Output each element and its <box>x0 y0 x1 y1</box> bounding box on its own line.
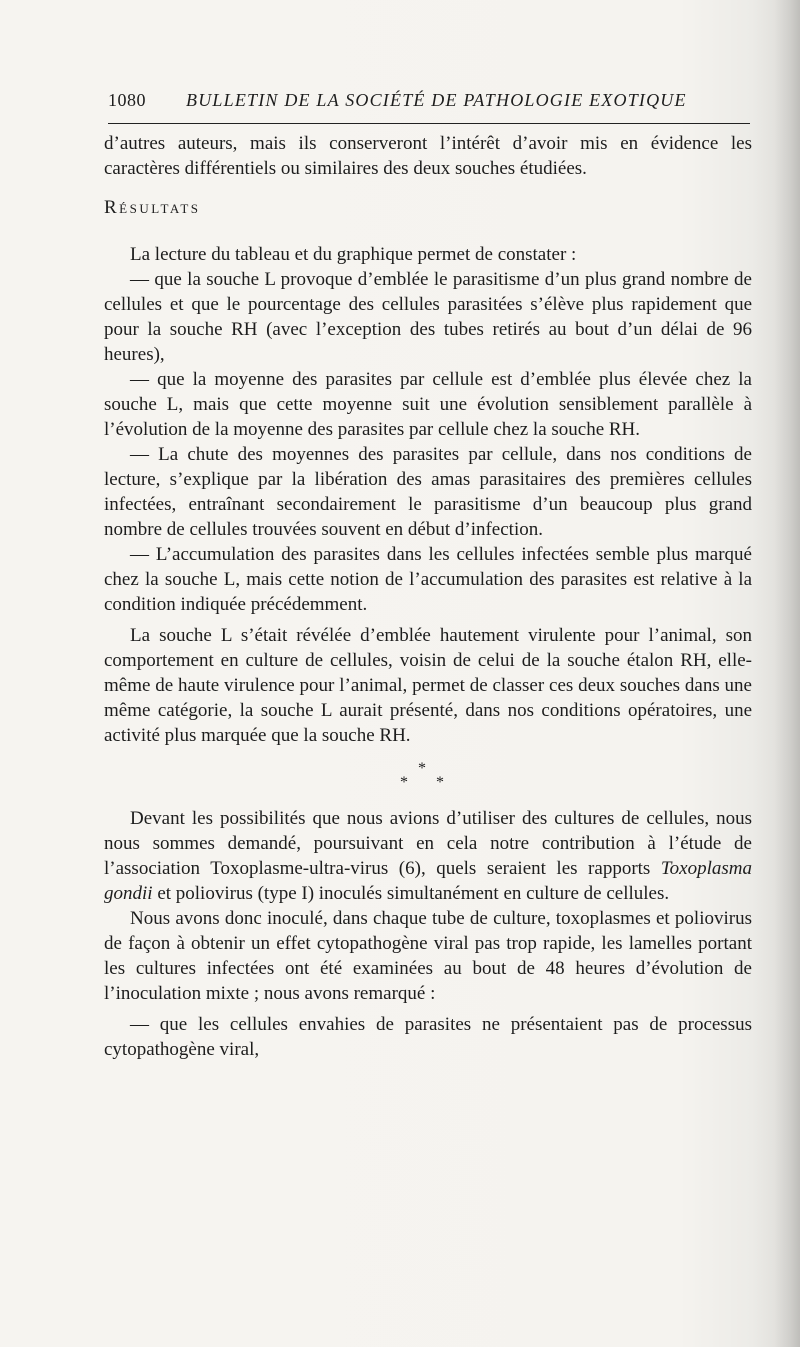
asterism-bottom: * * <box>400 774 456 791</box>
article-body <box>104 131 752 1062</box>
page-edge-shadow <box>774 0 800 1347</box>
result-item-3: — La chute des moyennes des parasites par cellule, dans nos conditions de lecture, s’explique par la libération des amas parasitaires des premières cellules infectées, entraînant secondairement le parasitisme d’un beaucoup plus grand nombre de cellules trouvées souvent en début d’infection. <box>104 444 752 540</box>
paragraph-cellules: — que les cellules envahies de parasites ne présentaient pas de processus cytopathogène viral, <box>104 1014 752 1060</box>
species-name-italic: Toxoplasma gondii <box>104 858 752 904</box>
running-head <box>108 88 750 118</box>
asterism-divider <box>104 762 752 790</box>
paragraph-devant-part-1: Devant les possibilités que nous avions d’utiliser des cultures de cellules, nous nous sommes demandé, poursuivant en cela notre contribution à l’étude de l’association Toxoplasme-ultra-virus (6), quels seraient les rapports <box>104 808 752 879</box>
paragraph-inocule: Nous avons donc inoculé, dans chaque tube de culture, toxoplasmes et poliovirus de façon à obtenir un effet cytopathogène viral pas trop rapide, les lamelles portant les cultures infectées ont été examinées au bout de 48 heures d’évolution de l’inoculation mixte ; nous avons remarqué : <box>104 908 752 1004</box>
header-rule <box>108 123 750 124</box>
result-item-2: — que la moyenne des parasites par cellule est d’emblée plus élevée chez la souche L, mais que cette moyenne suit une évolution sensiblement parallèle à l’évolution de la moyenne des parasites par cellule chez la souche RH. <box>104 369 752 440</box>
asterism-top: * <box>418 760 438 777</box>
result-item-1: — que la souche L provoque d’emblée le parasitisme d’un plus grand nombre de cellules et que le pourcentage des cellules parasitées s’élève plus rapidement que pour la souche RH (avec l’exception des tubes retirés au bout d’un délai de 96 heures), <box>104 269 752 365</box>
paragraph-devant-part-2: et poliovirus (type I) inoculés simultanément en culture de cellules. <box>152 883 670 904</box>
results-heading: Résultats <box>104 197 201 218</box>
result-item-4: — L’accumulation des parasites dans les cellules infectées semble plus marqué chez la souche L, mais cette notion de l’accumulation des parasites est relative à la condition indiquée précédemment. <box>104 544 752 615</box>
intro-paragraph: d’autres auteurs, mais ils conserveront l’intérêt d’avoir mis en évidence les caractères différentiels ou similaires des deux souches étudiées. <box>104 133 752 179</box>
paragraph-devant <box>104 806 752 906</box>
page-number: 1080 <box>108 90 146 110</box>
results-lead: La lecture du tableau et du graphique permet de constater : <box>130 244 577 265</box>
journal-title: BULLETIN DE LA SOCIÉTÉ DE PATHOLOGIE EXOTIQUE <box>186 90 687 110</box>
conclusion-paragraph: La souche L s’était révélée d’emblée hautement virulente pour l’animal, son comportement en culture de cellules, voisin de celui de la souche étalon RH, elle-même de haute virulence pour l’animal, permet de classer ces deux souches dans une même catégorie, la souche L aurait présenté, dans nos conditions opératoires, une activité plus marquée que la souche RH. <box>104 625 752 746</box>
